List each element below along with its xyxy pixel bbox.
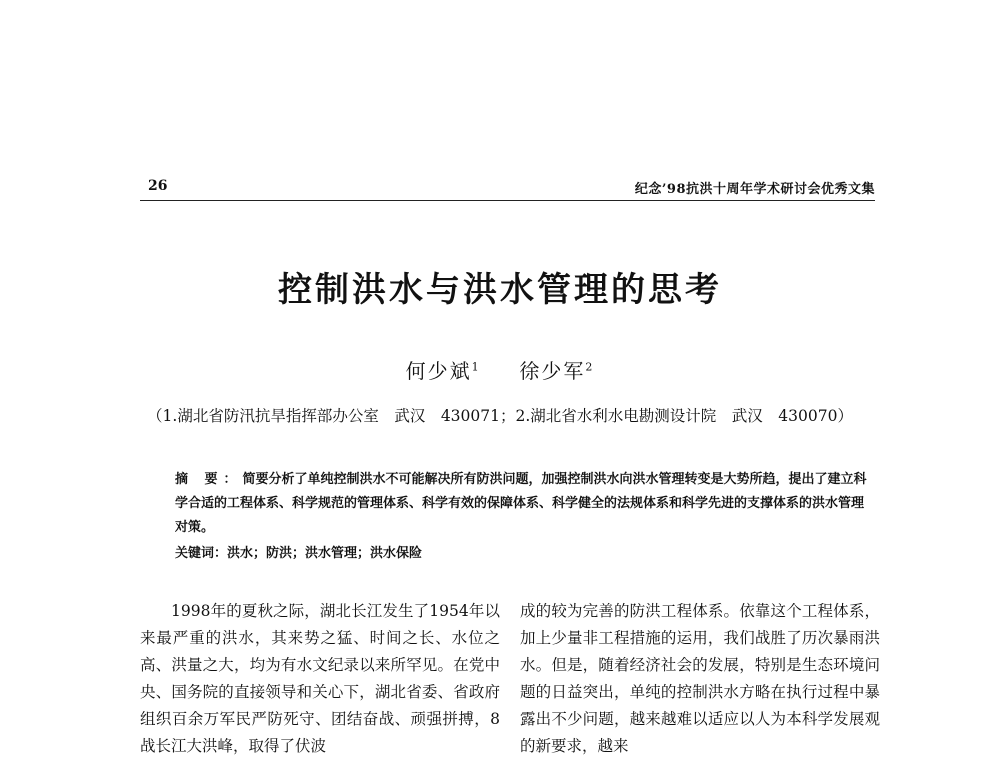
author-list bbox=[0, 355, 1000, 384]
paper-title: 控制洪水与洪水管理的思考 bbox=[278, 270, 722, 310]
abstract bbox=[175, 468, 875, 540]
author-affiliation-mark: 1 bbox=[471, 360, 481, 374]
body-column-left bbox=[140, 598, 500, 760]
keywords-text: 洪水；防洪；洪水管理；洪水保险 bbox=[227, 546, 423, 561]
page-number: 26 bbox=[148, 178, 168, 194]
author-affiliation-mark: 2 bbox=[585, 360, 595, 374]
affiliation: （1.湖北省防汛抗旱指挥部办公室 武汉 430071；2.湖北省水利水电勘测设计院 武汉 430070） bbox=[147, 407, 853, 425]
author-name: 徐少军 bbox=[519, 359, 586, 383]
keywords-label: 关键词： bbox=[175, 546, 228, 561]
keywords bbox=[175, 542, 875, 561]
running-title: 纪念’98抗洪十周年学术研讨会优秀文集 bbox=[634, 182, 875, 197]
body-paragraph: 成的较为完善的防洪工程体系。依靠这个工程体系，加上少量非工程措施的运用，我们战胜了历次暴雨洪水。但是，随着经济社会的发展，特别是生态环境问题的日益突出，单纯的控制洪水方略在执行过程中暴露出不少问题，越来越难以适应以人为本科学发展观的新要求，越来 bbox=[520, 602, 880, 755]
author-name: 何少斌 bbox=[405, 359, 472, 383]
abstract-text: 简要分析了单纯控制洪水不可能解决所有防洪问题，加强控制洪水向洪水管理转变是大势所趋，提出了建立科学合适的工程体系、科学规范的管理体系、科学有效的保障体系、科学健全的法规体系和科学先进的支撑体系的洪水管理对策。 bbox=[175, 472, 867, 535]
body-paragraph: 1998年的夏秋之际，湖北长江发生了1954年以来最严重的洪水，其来势之猛、时间之长、水位之高、洪量之大，均为有水文纪录以来所罕见。在党中央、国务院的直接领导和关心下，湖北省委、省政府组织百余万军民严防死守、团结奋战、顽强拼搏，8战长江大洪峰，取得了伏波 bbox=[140, 602, 500, 755]
page-header bbox=[140, 178, 875, 201]
abstract-label: 摘 要： bbox=[175, 472, 243, 487]
body-column-right bbox=[520, 598, 880, 760]
